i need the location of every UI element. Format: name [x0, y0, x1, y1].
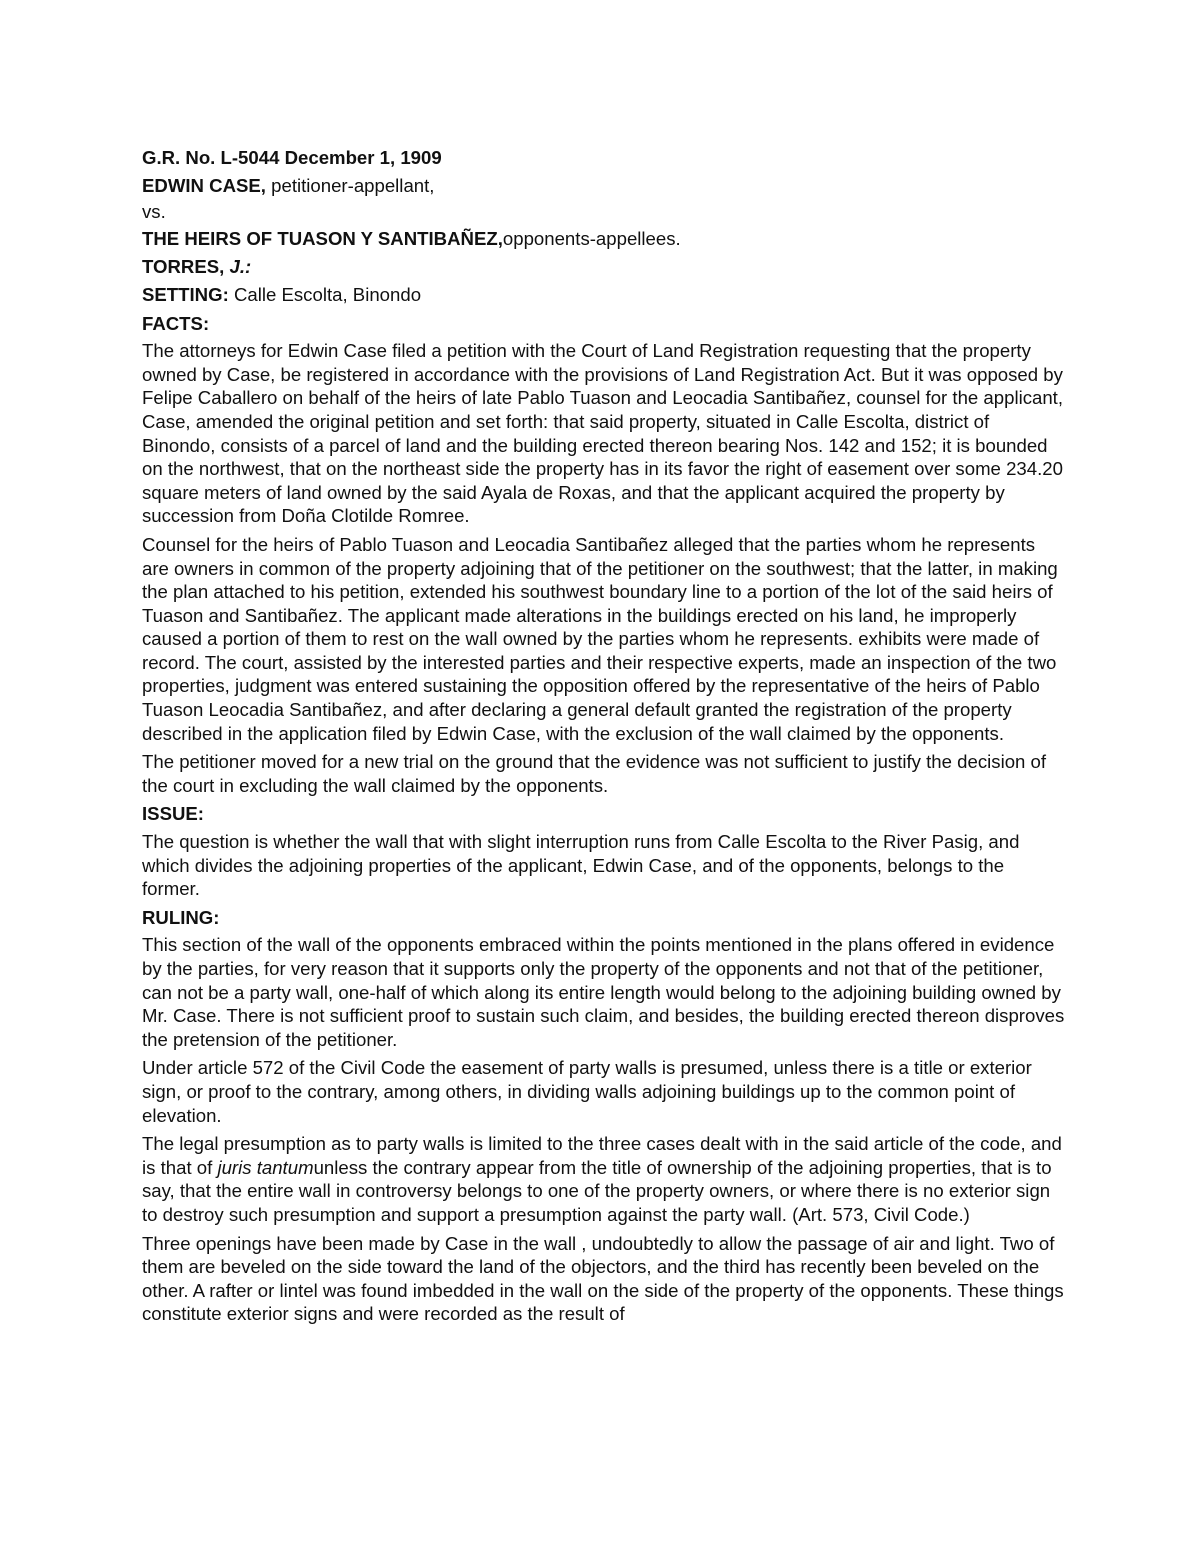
case-number-date: G.R. No. L-5044 December 1, 1909 — [142, 147, 442, 168]
ruling-p3-end: unless the contrary appear from the title of ownership of the adjoining properties, that is to say, that the entire wall in controversy belongs to one of the property owners, or where there is no exterior sign to destroy such presumption and support a presumption against the party wall. (Art. 573, Civil Code.) — [142, 1156, 1052, 1225]
ponente-line — [142, 255, 1067, 279]
setting-value: Calle Escolta, Binondo — [228, 283, 422, 305]
issue-paragraph-1: The question is whether the wall that with slight interruption runs from Calle Escolta to the River Pasig, and which divides the adjoining properties of the applicant, Edwin Case, and of the opponents, belongs to the former. — [142, 831, 1020, 900]
ruling-paragraph-3 — [142, 1132, 1067, 1226]
petitioner-line — [142, 174, 1067, 198]
setting-line — [142, 283, 1067, 307]
ponente-surname: TORRES, — [142, 256, 230, 278]
versus-line: vs. — [142, 201, 166, 223]
ruling-heading: RULING: — [142, 906, 220, 928]
respondent-line — [142, 227, 1067, 251]
ruling-paragraph-4: Three openings have been made by Case in the wall , undoubtedly to allow the passage of air and light. Two of them are beveled on the side toward the land of the objectors, and the third has recently been beveled on the other. A rafter or lintel was found imbedded in the wall on the side of the property of the opponents. These things constitute exterior signs and were recorded as the result of — [142, 1232, 1064, 1325]
ruling-paragraph-1: This section of the wall of the opponents embraced within the points mentioned in the plans offered in evidence by the parties, for very reason that it supports only the property of the opponents and not that of the petitioner, can not be a party wall, one-half of which along its entire length would belong to the adjoining building owned by Mr. Case. There is not sufficient proof to sustain such claim, and besides, the building erected thereon disproves the pretension of the petitioner. — [142, 934, 1065, 1050]
facts-paragraph-3: The petitioner moved for a new trial on the ground that the evidence was not sufficient to justify the decision of the court in excluding the wall claimed by the opponents. — [142, 751, 1047, 796]
setting-label: SETTING: — [142, 283, 229, 305]
facts-heading: FACTS: — [142, 312, 210, 334]
juris-tantum-term: juris tantum — [217, 1156, 314, 1178]
ruling-paragraph-2: Under article 572 of the Civil Code the easement of party walls is presumed, unless there is a title or exterior sign, or proof to the contrary, among others, in dividing walls adjoining buildings up to the common point of elevation. — [142, 1057, 1032, 1126]
issue-heading: ISSUE: — [142, 803, 204, 825]
respondent-role: opponents-appellees. — [502, 227, 681, 249]
petitioner-role: petitioner-appellant, — [265, 174, 435, 196]
ponente-initial: J.: — [229, 256, 252, 278]
petitioner-name: EDWIN CASE, — [142, 174, 266, 196]
facts-paragraph-1: The attorneys for Edwin Case filed a petition with the Court of Land Registration requesting that the property owned by Case, be registered in accordance with the provisions of Land Registration Act. But it was opposed by Felipe Caballero on behalf of the heirs of late Pablo Tuason and Leocadia Santibañez, counsel for the applicant, Case, amended the original petition and set forth: that said property, situated in Calle Escolta, district of Binondo, consists of a parcel of land and the building erected thereon bearing Nos. 142 and 152; it is bounded on the northwest, that on the northeast side the property has in its favor the right of easement over some 234.20 square meters of land owned by the said Ayala de Roxas, and that the applicant acquired the property by succession from Doña Clotilde Romree. — [142, 340, 1064, 527]
document-page — [142, 146, 1067, 1331]
facts-paragraph-2: Counsel for the heirs of Pablo Tuason and Leocadia Santibañez alleged that the parties whom he represents are owners in common of the property adjoining that of the petitioner on the southwest; that the latter, in making the plan attached to his petition, extended his southwest boundary line to a portion of the lot of the said heirs of Tuason and Santibañez. The applicant made alterations in the buildings erected on his land, he improperly caused a portion of them to rest on the wall owned by the parties whom he represents. exhibits were made of record. The court, assisted by the interested parties and their respective experts, made an inspection of the two properties, judgment was entered sustaining the opposition offered by the representative of the heirs of Pablo Tuason Leocadia Santibañez, and after declaring a general default granted the registration of the property described in the application filed by Edwin Case, with the exclusion of the wall claimed by the opponents. — [142, 533, 1058, 744]
respondent-name: THE HEIRS OF TUASON Y SANTIBAÑEZ, — [142, 227, 503, 249]
ruling-p3-start: The legal presumption as to party walls is limited to the three cases dealt with in the said article of the code, and is that of — [142, 1133, 1062, 1178]
